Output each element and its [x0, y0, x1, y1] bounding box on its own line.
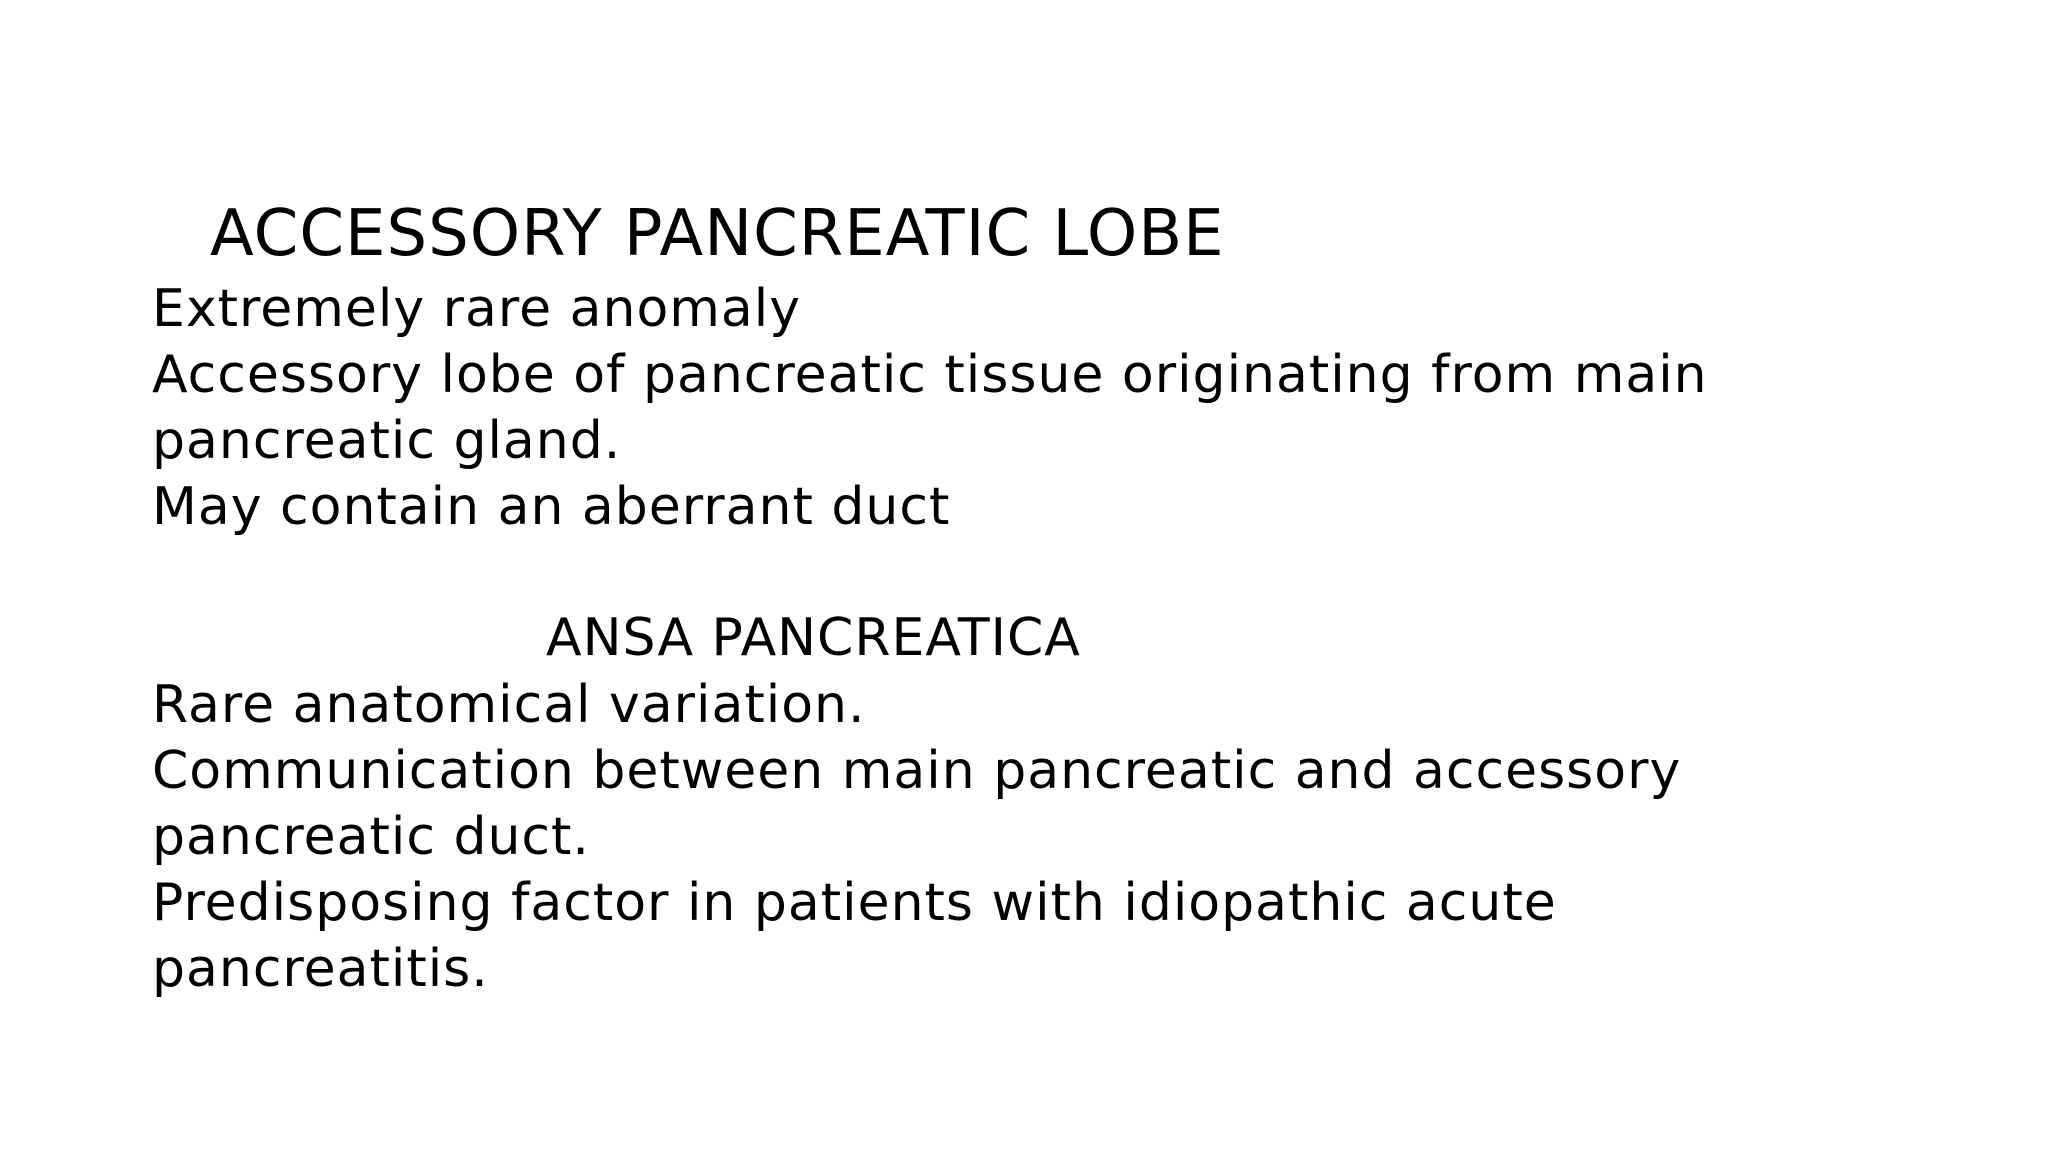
slide-title: ACCESSORY PANCREATIC LOBE	[210, 197, 1225, 271]
text-line: Rare anatomical variation.	[152, 675, 866, 735]
text-line: pancreatitis.	[152, 939, 489, 999]
text-line: pancreatic duct.	[152, 807, 590, 867]
text-line: Extremely rare anomaly	[152, 279, 802, 339]
section-heading-ansa-pancreatica: ANSA PANCREATICA	[546, 608, 1081, 668]
text-line: Communication between main pancreatic and accessory	[152, 741, 1682, 801]
text-line: pancreatic gland.	[152, 411, 622, 471]
text-line: May contain an aberrant duct	[152, 477, 951, 537]
text-line: Accessory lobe of pancreatic tissue originating from main	[152, 345, 1708, 405]
ansa-pancreatica-text-block	[152, 672, 1952, 1002]
text-line: Predisposing factor in patients with idiopathic acute	[152, 873, 1557, 933]
accessory-lobe-text-block	[152, 276, 1952, 540]
